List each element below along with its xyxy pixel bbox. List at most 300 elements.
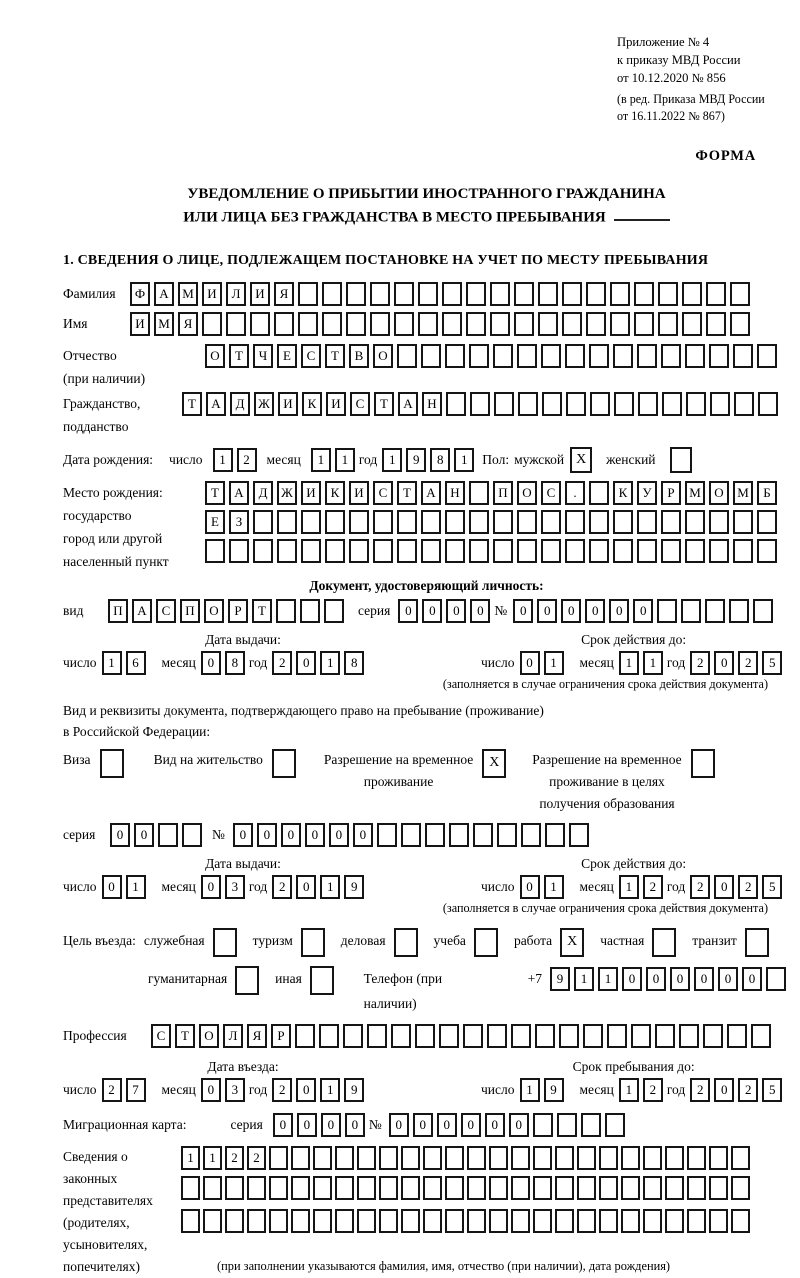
sex-female-checkbox[interactable] [670, 447, 692, 473]
char-box[interactable] [346, 282, 366, 306]
char-box[interactable]: Т [374, 392, 394, 416]
char-box[interactable] [300, 599, 320, 623]
char-box[interactable] [226, 312, 246, 336]
char-box[interactable] [562, 282, 582, 306]
char-box[interactable] [589, 539, 609, 563]
char-box[interactable]: Е [205, 510, 225, 534]
char-box[interactable] [511, 1209, 530, 1233]
char-box[interactable]: М [685, 481, 705, 505]
char-box[interactable] [730, 312, 750, 336]
char-box[interactable]: А [206, 392, 226, 416]
char-box[interactable]: 0 [389, 1113, 409, 1137]
char-box[interactable]: 2 [738, 651, 758, 675]
char-box[interactable]: Ж [254, 392, 274, 416]
char-box[interactable] [687, 1209, 706, 1233]
char-box[interactable] [269, 1209, 288, 1233]
char-box[interactable] [343, 1024, 363, 1048]
char-box[interactable] [657, 599, 677, 623]
char-box[interactable] [357, 1176, 376, 1200]
char-box[interactable] [517, 510, 537, 534]
char-box[interactable]: С [350, 392, 370, 416]
char-box[interactable]: И [278, 392, 298, 416]
char-box[interactable] [253, 510, 273, 534]
char-box[interactable] [253, 539, 273, 563]
char-box[interactable] [229, 539, 249, 563]
char-box[interactable]: 0 [670, 967, 690, 991]
char-box[interactable] [643, 1209, 662, 1233]
char-box[interactable]: 8 [430, 448, 450, 472]
char-box[interactable]: 0 [470, 599, 490, 623]
char-box[interactable] [298, 312, 318, 336]
char-box[interactable] [559, 1024, 579, 1048]
char-box[interactable]: О [517, 481, 537, 505]
char-box[interactable]: И [130, 312, 150, 336]
char-box[interactable] [423, 1146, 442, 1170]
char-box[interactable] [467, 1146, 486, 1170]
char-box[interactable] [514, 312, 534, 336]
char-box[interactable] [709, 1209, 728, 1233]
char-box[interactable] [682, 312, 702, 336]
char-box[interactable] [421, 344, 441, 368]
char-box[interactable] [542, 392, 562, 416]
char-box[interactable]: 2 [272, 1078, 292, 1102]
char-box[interactable]: 1 [102, 651, 122, 675]
char-box[interactable]: Р [228, 599, 248, 623]
char-box[interactable]: 0 [485, 1113, 505, 1137]
char-box[interactable] [202, 312, 222, 336]
char-box[interactable] [731, 1209, 750, 1233]
char-box[interactable] [397, 344, 417, 368]
char-box[interactable] [463, 1024, 483, 1048]
char-box[interactable] [757, 510, 777, 534]
char-box[interactable]: О [709, 481, 729, 505]
char-box[interactable] [658, 282, 678, 306]
visa-checkbox[interactable] [100, 749, 124, 778]
char-box[interactable]: Н [445, 481, 465, 505]
char-box[interactable] [681, 599, 701, 623]
char-box[interactable] [589, 344, 609, 368]
char-box[interactable]: 1 [181, 1146, 200, 1170]
char-box[interactable] [377, 823, 397, 847]
char-box[interactable]: 0 [422, 599, 442, 623]
purpose-study-checkbox[interactable] [474, 928, 498, 957]
purpose-humanitarian-checkbox[interactable] [235, 966, 259, 995]
char-box[interactable]: 0 [714, 1078, 734, 1102]
char-box[interactable]: 1 [619, 651, 639, 675]
char-box[interactable] [533, 1146, 552, 1170]
char-box[interactable] [687, 1176, 706, 1200]
char-box[interactable] [181, 1176, 200, 1200]
char-box[interactable]: Л [226, 282, 246, 306]
char-box[interactable] [599, 1146, 618, 1170]
char-box[interactable] [370, 312, 390, 336]
char-box[interactable]: Т [205, 481, 225, 505]
char-box[interactable]: Л [223, 1024, 243, 1048]
char-box[interactable] [555, 1209, 574, 1233]
char-box[interactable] [562, 312, 582, 336]
char-box[interactable] [687, 1146, 706, 1170]
char-box[interactable] [421, 510, 441, 534]
char-box[interactable]: 0 [296, 1078, 316, 1102]
char-box[interactable] [753, 599, 773, 623]
char-box[interactable]: 0 [646, 967, 666, 991]
char-box[interactable]: 0 [110, 823, 130, 847]
char-box[interactable] [335, 1176, 354, 1200]
char-box[interactable] [643, 1146, 662, 1170]
char-box[interactable] [421, 539, 441, 563]
char-box[interactable] [442, 312, 462, 336]
char-box[interactable]: К [325, 481, 345, 505]
char-box[interactable] [599, 1209, 618, 1233]
temp-residence-edu-checkbox[interactable] [691, 749, 715, 778]
char-box[interactable] [565, 510, 585, 534]
char-box[interactable]: 0 [714, 651, 734, 675]
char-box[interactable] [269, 1146, 288, 1170]
char-box[interactable]: 7 [126, 1078, 146, 1102]
char-box[interactable]: 0 [561, 599, 581, 623]
char-box[interactable] [610, 282, 630, 306]
char-box[interactable] [757, 344, 777, 368]
char-box[interactable] [621, 1146, 640, 1170]
char-box[interactable]: 6 [126, 651, 146, 675]
char-box[interactable] [367, 1024, 387, 1048]
char-box[interactable] [423, 1176, 442, 1200]
char-box[interactable] [489, 1176, 508, 1200]
char-box[interactable] [710, 392, 730, 416]
residence-permit-checkbox[interactable] [272, 749, 296, 778]
char-box[interactable]: Е [277, 344, 297, 368]
char-box[interactable] [467, 1176, 486, 1200]
char-box[interactable] [247, 1176, 266, 1200]
char-box[interactable]: 2 [272, 651, 292, 675]
char-box[interactable] [335, 1146, 354, 1170]
char-box[interactable] [569, 823, 589, 847]
char-box[interactable]: 1 [335, 448, 355, 472]
char-box[interactable] [225, 1176, 244, 1200]
char-box[interactable] [401, 1176, 420, 1200]
char-box[interactable] [370, 282, 390, 306]
char-box[interactable]: 0 [609, 599, 629, 623]
char-box[interactable] [401, 823, 421, 847]
char-box[interactable] [493, 344, 513, 368]
char-box[interactable]: Т [397, 481, 417, 505]
char-box[interactable]: А [398, 392, 418, 416]
char-box[interactable] [325, 539, 345, 563]
char-box[interactable] [442, 282, 462, 306]
char-box[interactable] [295, 1024, 315, 1048]
char-box[interactable] [541, 539, 561, 563]
char-box[interactable] [394, 282, 414, 306]
char-box[interactable]: К [613, 481, 633, 505]
char-box[interactable] [493, 539, 513, 563]
char-box[interactable]: К [302, 392, 322, 416]
char-box[interactable] [357, 1146, 376, 1170]
char-box[interactable] [733, 344, 753, 368]
char-box[interactable] [291, 1209, 310, 1233]
char-box[interactable] [614, 392, 634, 416]
char-box[interactable] [709, 510, 729, 534]
char-box[interactable]: А [132, 599, 152, 623]
char-box[interactable] [709, 1176, 728, 1200]
char-box[interactable] [379, 1146, 398, 1170]
char-box[interactable] [445, 510, 465, 534]
char-box[interactable]: В [349, 344, 369, 368]
char-box[interactable]: Я [247, 1024, 267, 1048]
char-box[interactable] [511, 1176, 530, 1200]
char-box[interactable] [466, 312, 486, 336]
char-box[interactable]: 1 [619, 875, 639, 899]
char-box[interactable] [473, 823, 493, 847]
char-box[interactable]: 0 [257, 823, 277, 847]
char-box[interactable] [733, 510, 753, 534]
char-box[interactable]: Т [229, 344, 249, 368]
char-box[interactable]: 0 [201, 1078, 221, 1102]
purpose-work-checkbox[interactable]: X [560, 928, 584, 957]
char-box[interactable] [521, 823, 541, 847]
char-box[interactable] [565, 344, 585, 368]
char-box[interactable]: 1 [454, 448, 474, 472]
char-box[interactable]: Ч [253, 344, 273, 368]
char-box[interactable]: 1 [544, 875, 564, 899]
char-box[interactable] [610, 312, 630, 336]
char-box[interactable]: 9 [344, 875, 364, 899]
char-box[interactable]: П [493, 481, 513, 505]
char-box[interactable]: Т [325, 344, 345, 368]
char-box[interactable]: 0 [622, 967, 642, 991]
char-box[interactable]: О [204, 599, 224, 623]
char-box[interactable]: 9 [406, 448, 426, 472]
char-box[interactable] [494, 392, 514, 416]
char-box[interactable]: 0 [694, 967, 714, 991]
char-box[interactable] [401, 1146, 420, 1170]
char-box[interactable] [269, 1176, 288, 1200]
char-box[interactable] [541, 510, 561, 534]
char-box[interactable] [511, 1146, 530, 1170]
char-box[interactable]: 1 [203, 1146, 222, 1170]
char-box[interactable] [665, 1146, 684, 1170]
char-box[interactable] [766, 967, 786, 991]
char-box[interactable] [298, 282, 318, 306]
char-box[interactable]: 0 [461, 1113, 481, 1137]
char-box[interactable] [634, 312, 654, 336]
char-box[interactable] [581, 1113, 601, 1137]
char-box[interactable]: 1 [574, 967, 594, 991]
char-box[interactable] [658, 312, 678, 336]
purpose-other-checkbox[interactable] [310, 966, 334, 995]
char-box[interactable]: М [178, 282, 198, 306]
char-box[interactable]: А [421, 481, 441, 505]
char-box[interactable] [517, 344, 537, 368]
char-box[interactable] [322, 282, 342, 306]
char-box[interactable] [322, 312, 342, 336]
purpose-tourism-checkbox[interactable] [301, 928, 325, 957]
char-box[interactable]: 0 [437, 1113, 457, 1137]
char-box[interactable] [449, 823, 469, 847]
char-box[interactable]: 2 [272, 875, 292, 899]
char-box[interactable]: Т [252, 599, 272, 623]
char-box[interactable] [577, 1176, 596, 1200]
char-box[interactable]: 1 [382, 448, 402, 472]
char-box[interactable] [445, 539, 465, 563]
char-box[interactable] [497, 823, 517, 847]
char-box[interactable] [466, 282, 486, 306]
char-box[interactable]: 2 [690, 1078, 710, 1102]
char-box[interactable]: 1 [643, 651, 663, 675]
char-box[interactable]: С [156, 599, 176, 623]
char-box[interactable] [731, 1146, 750, 1170]
char-box[interactable] [555, 1146, 574, 1170]
char-box[interactable]: С [541, 481, 561, 505]
char-box[interactable]: О [373, 344, 393, 368]
char-box[interactable] [533, 1113, 553, 1137]
char-box[interactable] [705, 599, 725, 623]
char-box[interactable]: 1 [619, 1078, 639, 1102]
char-box[interactable]: Я [178, 312, 198, 336]
char-box[interactable]: 0 [520, 651, 540, 675]
char-box[interactable] [324, 599, 344, 623]
char-box[interactable]: 0 [297, 1113, 317, 1137]
char-box[interactable] [205, 539, 225, 563]
char-box[interactable] [423, 1209, 442, 1233]
char-box[interactable] [181, 1209, 200, 1233]
char-box[interactable] [706, 312, 726, 336]
char-box[interactable] [445, 1176, 464, 1200]
char-box[interactable] [758, 392, 778, 416]
char-box[interactable] [661, 510, 681, 534]
char-box[interactable] [313, 1176, 332, 1200]
char-box[interactable]: 2 [738, 1078, 758, 1102]
char-box[interactable]: 8 [225, 651, 245, 675]
char-box[interactable]: И [326, 392, 346, 416]
char-box[interactable] [661, 539, 681, 563]
char-box[interactable] [566, 392, 586, 416]
char-box[interactable] [590, 392, 610, 416]
char-box[interactable]: О [205, 344, 225, 368]
char-box[interactable]: 0 [718, 967, 738, 991]
char-box[interactable] [634, 282, 654, 306]
char-box[interactable]: 1 [213, 448, 233, 472]
char-box[interactable]: О [199, 1024, 219, 1048]
char-box[interactable]: 2 [247, 1146, 266, 1170]
char-box[interactable] [349, 539, 369, 563]
char-box[interactable] [583, 1024, 603, 1048]
char-box[interactable] [470, 392, 490, 416]
char-box[interactable] [291, 1176, 310, 1200]
char-box[interactable] [686, 392, 706, 416]
char-box[interactable] [599, 1176, 618, 1200]
char-box[interactable] [577, 1146, 596, 1170]
char-box[interactable]: 9 [344, 1078, 364, 1102]
char-box[interactable]: Т [175, 1024, 195, 1048]
char-box[interactable]: 0 [305, 823, 325, 847]
char-box[interactable]: 5 [762, 875, 782, 899]
char-box[interactable] [518, 392, 538, 416]
char-box[interactable] [682, 282, 702, 306]
char-box[interactable]: 0 [353, 823, 373, 847]
char-box[interactable]: 0 [446, 599, 466, 623]
char-box[interactable]: 1 [544, 651, 564, 675]
char-box[interactable] [586, 282, 606, 306]
purpose-private-checkbox[interactable] [652, 928, 676, 957]
char-box[interactable] [277, 539, 297, 563]
char-box[interactable]: 2 [225, 1146, 244, 1170]
char-box[interactable] [277, 510, 297, 534]
char-box[interactable] [703, 1024, 723, 1048]
char-box[interactable] [489, 1209, 508, 1233]
char-box[interactable] [397, 539, 417, 563]
char-box[interactable] [301, 510, 321, 534]
char-box[interactable] [709, 344, 729, 368]
char-box[interactable] [679, 1024, 699, 1048]
char-box[interactable] [577, 1209, 596, 1233]
char-box[interactable] [565, 539, 585, 563]
char-box[interactable] [391, 1024, 411, 1048]
char-box[interactable] [158, 823, 178, 847]
char-box[interactable] [346, 312, 366, 336]
char-box[interactable] [445, 344, 465, 368]
char-box[interactable] [734, 392, 754, 416]
char-box[interactable] [439, 1024, 459, 1048]
char-box[interactable]: 0 [714, 875, 734, 899]
char-box[interactable] [445, 1209, 464, 1233]
char-box[interactable]: 2 [690, 651, 710, 675]
char-box[interactable]: 1 [320, 1078, 340, 1102]
char-box[interactable]: 9 [550, 967, 570, 991]
char-box[interactable]: С [373, 481, 393, 505]
char-box[interactable] [706, 282, 726, 306]
char-box[interactable] [203, 1176, 222, 1200]
char-box[interactable] [751, 1024, 771, 1048]
char-box[interactable] [586, 312, 606, 336]
char-box[interactable]: 8 [344, 651, 364, 675]
char-box[interactable]: 0 [102, 875, 122, 899]
char-box[interactable]: М [154, 312, 174, 336]
char-box[interactable]: 1 [320, 875, 340, 899]
char-box[interactable]: 0 [201, 875, 221, 899]
char-box[interactable]: 0 [509, 1113, 529, 1137]
char-box[interactable]: Ф [130, 282, 150, 306]
char-box[interactable] [490, 282, 510, 306]
char-box[interactable] [643, 1176, 662, 1200]
char-box[interactable]: 0 [345, 1113, 365, 1137]
char-box[interactable]: И [349, 481, 369, 505]
char-box[interactable] [541, 344, 561, 368]
char-box[interactable] [733, 539, 753, 563]
char-box[interactable] [637, 539, 657, 563]
char-box[interactable] [225, 1209, 244, 1233]
char-box[interactable]: 0 [134, 823, 154, 847]
char-box[interactable]: 2 [643, 1078, 663, 1102]
char-box[interactable] [379, 1209, 398, 1233]
char-box[interactable] [665, 1176, 684, 1200]
char-box[interactable]: А [229, 481, 249, 505]
char-box[interactable]: С [151, 1024, 171, 1048]
char-box[interactable] [517, 539, 537, 563]
char-box[interactable]: 0 [742, 967, 762, 991]
char-box[interactable]: 0 [413, 1113, 433, 1137]
char-box[interactable]: З [229, 510, 249, 534]
char-box[interactable] [533, 1176, 552, 1200]
char-box[interactable]: И [301, 481, 321, 505]
char-box[interactable] [511, 1024, 531, 1048]
char-box[interactable]: 1 [320, 651, 340, 675]
char-box[interactable]: Б [757, 481, 777, 505]
char-box[interactable] [313, 1209, 332, 1233]
char-box[interactable] [685, 510, 705, 534]
char-box[interactable] [731, 1176, 750, 1200]
char-box[interactable] [487, 1024, 507, 1048]
char-box[interactable]: 2 [738, 875, 758, 899]
